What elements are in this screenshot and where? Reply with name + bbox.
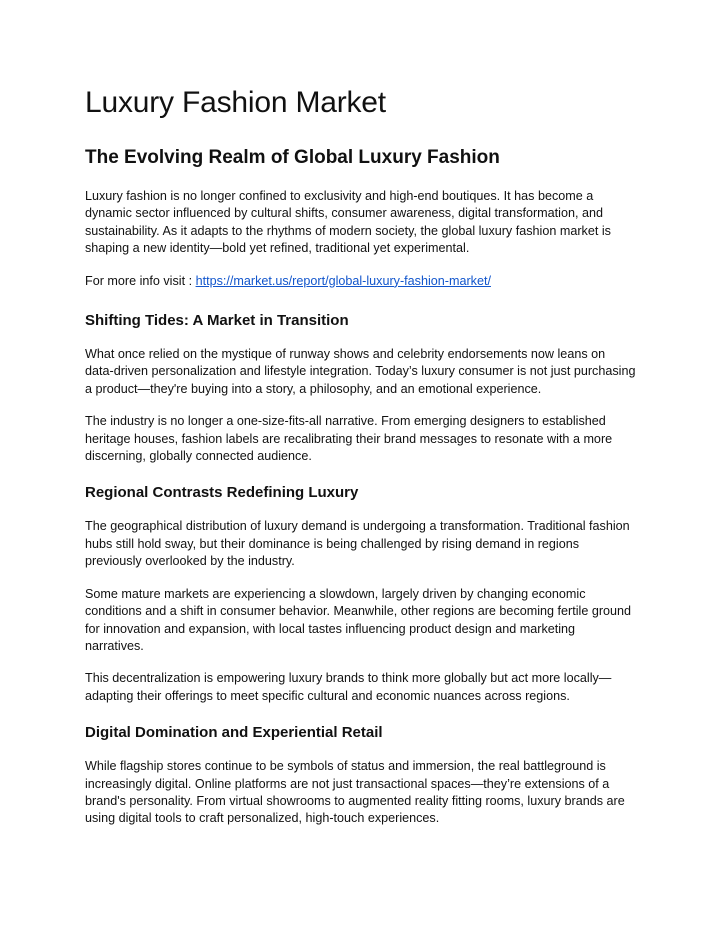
- intro-paragraph: Luxury fashion is no longer confined to exclusivity and high-end boutiques. It has become a dynamic sector influenced by cultural shifts, consumer awareness, digital transformation, and sustainability. As it adapts to the rhythms of modern society, the global luxury fashion market is shaping a new identity—bold yet refined, traditional yet experimental.: [85, 189, 611, 256]
- section-paragraph: While flagship stores continue to be symbols of status and immersion, the real battleground is increasingly digital. Online platforms are not just transactional spaces—they’re extensions of a brand's personality. From virtual showrooms to augmented reality fitting rooms, luxury brands are using digital tools to craft personalized, high-touch experiences.: [85, 759, 625, 826]
- section-paragraph: What once relied on the mystique of runway shows and celebrity endorsements now leans on data-driven personalization and lifestyle integration. Today’s luxury consumer is not just purchasing a product—they're buying into a story, a philosophy, and an emotional experience.: [85, 347, 636, 396]
- document-page: [85, 84, 637, 828]
- more-info-label: For more info visit :: [85, 273, 196, 288]
- section-heading-shifting-tides: Shifting Tides: A Market in Transition: [85, 312, 349, 330]
- section-heading-digital-domination: Digital Domination and Experiential Retail: [85, 724, 383, 742]
- more-info-link[interactable]: https://market.us/report/global-luxury-fashion-market/: [195, 273, 491, 288]
- more-info-line: [85, 273, 637, 290]
- section-paragraph: Some mature markets are experiencing a slowdown, largely driven by changing economic conditions and a shift in consumer behavior. Meanwhile, other regions are becoming fertile ground for innovation and expansion, with local tastes influencing product design and marketing narratives.: [85, 586, 632, 653]
- section-paragraph: This decentralization is empowering luxury brands to think more globally but act more locally—adapting their offerings to meet specific cultural and economic nuances across regions.: [85, 671, 612, 703]
- main-heading: The Evolving Realm of Global Luxury Fashion: [85, 147, 500, 168]
- section-paragraph: The geographical distribution of luxury demand is undergoing a transformation. Traditional fashion hubs still hold sway, but their dominance is being challenged by rising demand in regions previously overlooked by the industry.: [85, 519, 630, 569]
- section-heading-regional-contrasts: Regional Contrasts Redefining Luxury: [85, 484, 359, 502]
- section-paragraph: The industry is no longer a one-size-fits-all narrative. From emerging designers to established heritage houses, fashion labels are recalibrating their brand messages to resonate with a more discerning, globally connected audience.: [85, 414, 613, 464]
- document-title: Luxury Fashion Market: [85, 86, 386, 119]
